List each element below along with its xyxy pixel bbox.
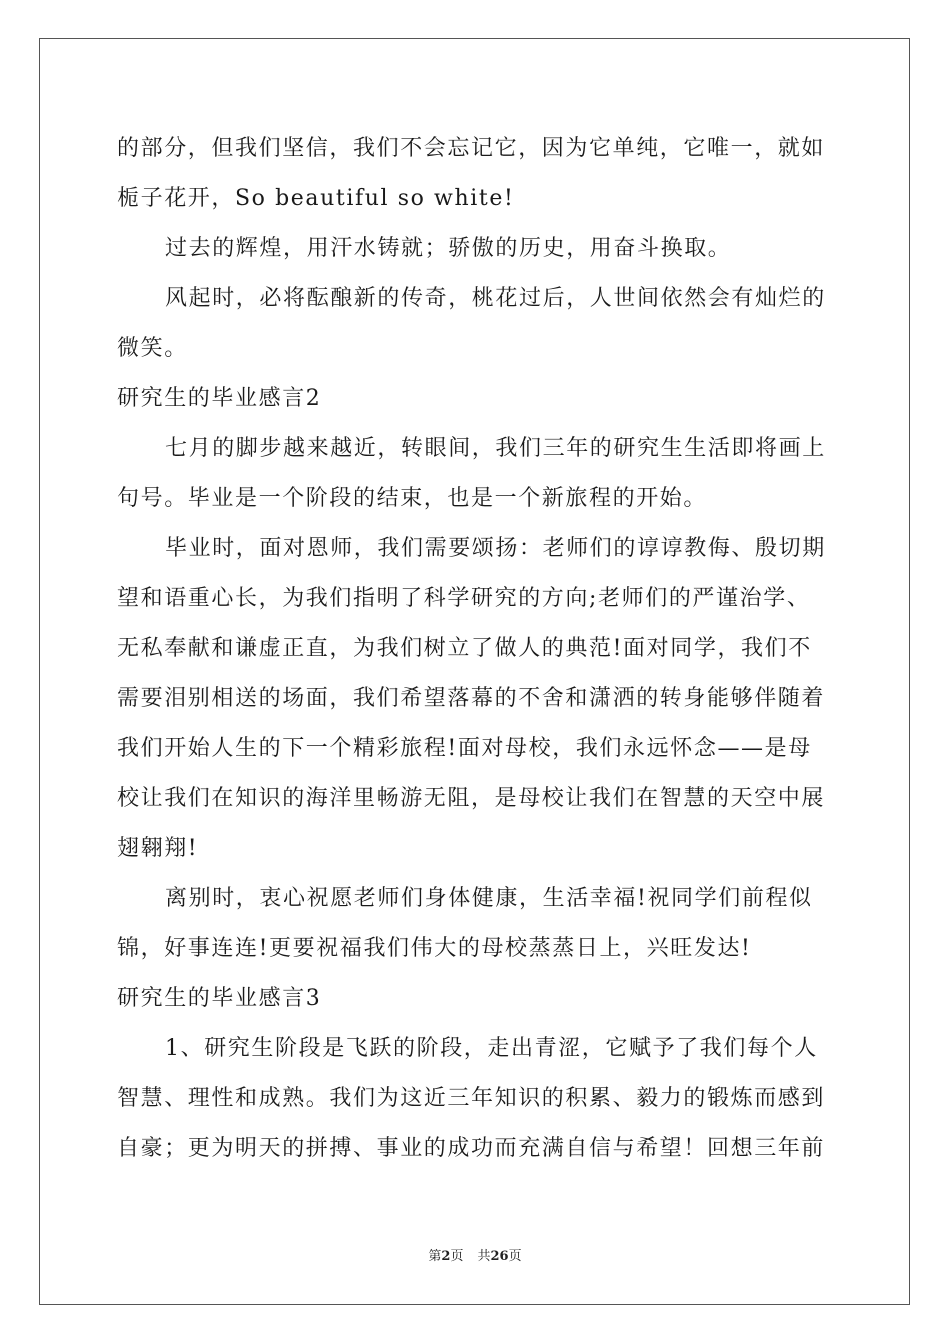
text-line: 翅翱翔! (117, 836, 199, 861)
text-line: 智慧、理性和成熟。我们为这近三年知识的积累、毅力的锻炼而感到 (117, 1086, 826, 1111)
document-body (117, 124, 835, 1174)
total-pages-number: 26 (490, 1249, 509, 1264)
text-line: 我们开始人生的下一个精彩旅程!面对母校，我们永远怀念——是母 (117, 736, 812, 761)
text-line: 离别时，衷心祝愿老师们身体健康，生活幸福!祝同学们前程似 (165, 886, 813, 911)
text-line: 过去的辉煌，用汗水铸就；骄傲的历史，用奋斗换取。 (165, 236, 732, 261)
text-line: 校让我们在知识的海洋里畅游无阻，是母校让我们在智慧的天空中展 (117, 786, 826, 811)
total-label-prefix: 共 (477, 1249, 491, 1264)
text-line: 微笑。 (117, 336, 188, 361)
text-line: 毕业时，面对恩师，我们需要颂扬：老师们的谆谆教侮、殷切期 (165, 536, 826, 561)
text-line: 风起时，必将酝酿新的传奇，桃花过后，人世间依然会有灿烂的 (165, 286, 826, 311)
text-line: 研究生的毕业感言2 (117, 386, 322, 411)
page-label-suffix: 页 (450, 1249, 464, 1264)
text-line: 望和语重心长，为我们指明了科学研究的方向;老师们的严谨治学、 (117, 586, 811, 611)
page-footer (0, 1247, 950, 1267)
text-line: 锦，好事连连!更要祝福我们伟大的母校蒸蒸日上，兴旺发达! (117, 936, 752, 961)
text-line: 需要泪别相送的场面，我们希望落幕的不舍和潇洒的转身能够伴随着 (117, 686, 826, 711)
text-line: 的部分，但我们坚信，我们不会忘记它，因为它单纯，它唯一，就如 (117, 136, 826, 161)
text-line: 自豪；更为明天的拼搏、事业的成功而充满自信与希望！回想三年前 (117, 1136, 826, 1161)
text-line: 句号。毕业是一个阶段的结束，也是一个新旅程的开始。 (117, 486, 708, 511)
text-line: 七月的脚步越来越近，转眼间，我们三年的研究生生活即将画上 (165, 436, 826, 461)
text-line: 1、研究生阶段是飞跃的阶段，走出青涩，它赋予了我们每个人 (165, 1036, 818, 1061)
text-line: 无私奉献和谦虚正直，为我们树立了做人的典范!面对同学，我们不 (117, 636, 812, 661)
total-label-suffix: 页 (508, 1249, 522, 1264)
text-line: 研究生的毕业感言3 (117, 986, 322, 1011)
page-label-prefix: 第 (428, 1249, 442, 1264)
text-line: 栀子花开，So beautiful so white! (117, 186, 515, 211)
current-page-number: 2 (441, 1249, 451, 1264)
